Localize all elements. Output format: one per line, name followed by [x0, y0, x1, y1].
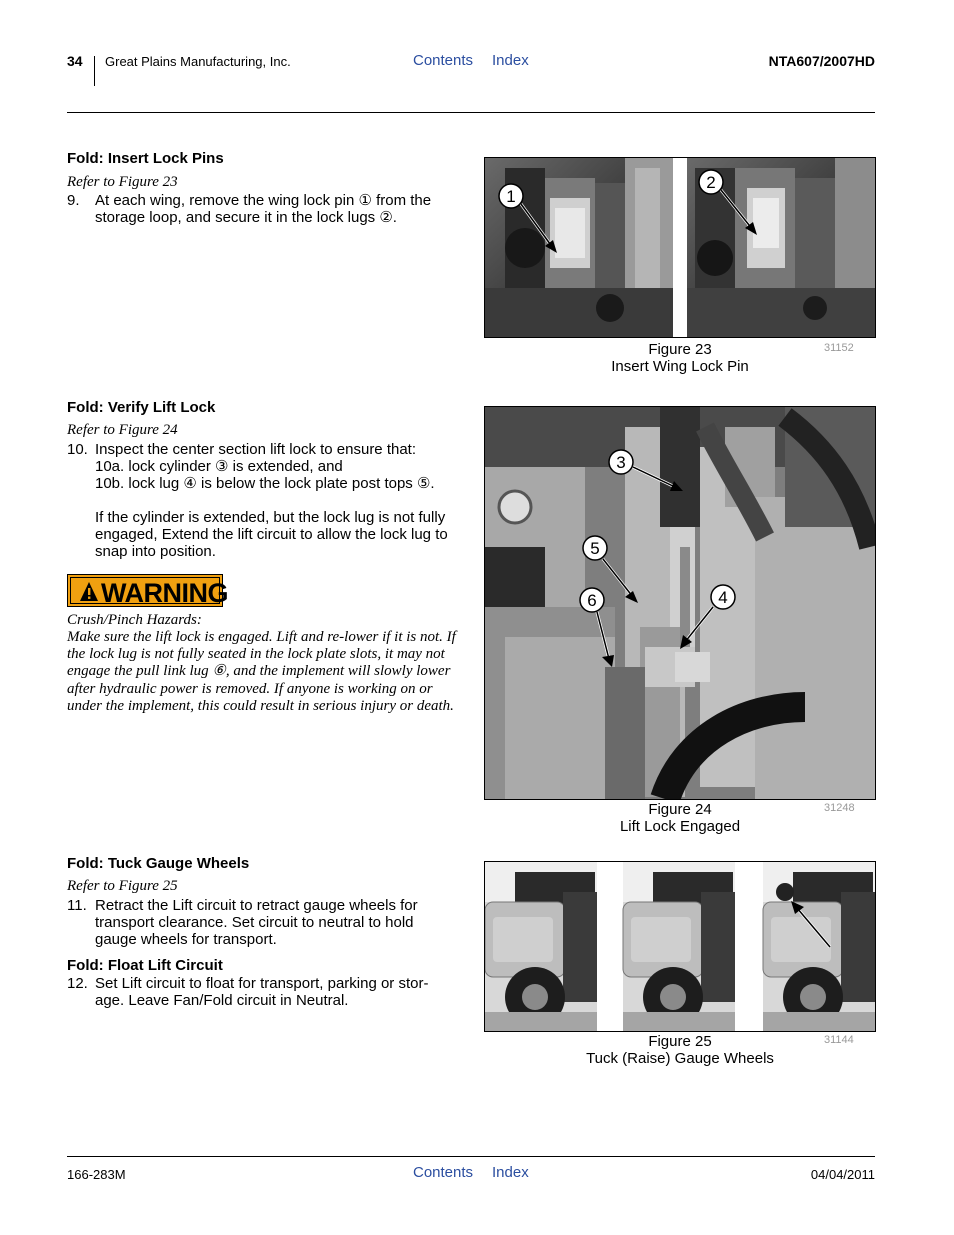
step-number: 9. — [67, 192, 80, 209]
callout-6: 6 — [587, 591, 597, 610]
figure-24-title: Lift Lock Engaged — [619, 818, 741, 835]
callout-4: 4 — [718, 588, 728, 607]
company-name: Great Plains Manufacturing, Inc. — [105, 54, 291, 69]
hazard-text: Make sure the lift lock is engaged. Lift and re-lower if it is not. If the lock lug is not fully seated in the lock plate slots, it may not engage the pull link lug ⑥, and the implement will slowly lower after hydraulic power is removed. If anyone is working on or under the implement, this could result in serious injury or death. — [67, 629, 456, 714]
step-12 — [67, 975, 462, 1015]
figure-25-id: 31144 — [824, 1034, 854, 1046]
figure-23-label: Figure 23 — [648, 341, 712, 358]
figure-24-id: 31248 — [824, 802, 855, 814]
contents-link[interactable]: Contents — [413, 52, 474, 69]
model-number: NTA607/2007HD — [768, 53, 875, 69]
figure-23-illustration — [485, 158, 875, 337]
step-line-2: 10a. lock cylinder ③ is extended, and — [95, 458, 343, 475]
step-text: Set Lift circuit to float for transport, parking or stor-age. Leave Fan/Fold circuit in Neutral. — [95, 975, 429, 1009]
figure-25-illustration — [485, 862, 875, 1031]
figure-24-illustration — [485, 407, 875, 799]
figure-23-caption — [484, 341, 876, 375]
step-text: Retract the Lift circuit to retract gauge wheels for transport clearance. Set circuit to neutral to hold gauge wheels for transport. — [95, 897, 418, 948]
doc-number: 166-283M — [67, 1167, 126, 1182]
callout-1: 1 — [506, 187, 516, 206]
callout-5: 5 — [590, 539, 600, 558]
section-title-insert-lock-pins: Fold: Insert Lock Pins — [67, 150, 224, 167]
step-line-3: 10b. lock lug ④ is below the lock plate post tops ⑤. — [95, 475, 435, 492]
callout-2: 2 — [706, 173, 716, 192]
step-paragraph: If the cylinder is extended, but the lock lug is not fully engaged, Extend the lift circuit to allow the lock lug to snap into position. — [95, 509, 448, 560]
doc-date: 04/04/2011 — [810, 1167, 875, 1182]
section-title-verify-lift-lock: Fold: Verify Lift Lock — [67, 399, 216, 416]
step-9 — [67, 192, 457, 232]
warning-label — [67, 574, 228, 608]
step-number: 12. — [67, 975, 88, 992]
step-text — [95, 441, 462, 560]
callout-3: 3 — [616, 453, 626, 472]
hazard-title: Crush/Pinch Hazards: — [67, 612, 202, 628]
figure-23-photo — [484, 157, 876, 338]
footer-index-link[interactable]: Index — [492, 1164, 529, 1181]
warning-triangle-icon — [79, 581, 99, 603]
figure-25-title: Tuck (Raise) Gauge Wheels — [586, 1050, 774, 1067]
footer-contents-link[interactable]: Contents — [413, 1164, 474, 1181]
step-11 — [67, 897, 462, 952]
figure-25-photo — [484, 861, 876, 1032]
section-title-float-lift-circuit: Fold: Float Lift Circuit — [67, 957, 223, 974]
figure-24-photo — [484, 406, 876, 800]
figure-24-caption — [484, 801, 876, 835]
figure-reference: Refer to Figure 24 — [67, 422, 178, 438]
section-title-tuck-gauge-wheels: Fold: Tuck Gauge Wheels — [67, 855, 250, 872]
figure-24-label: Figure 24 — [648, 801, 712, 818]
page-number: 34 — [67, 53, 83, 69]
step-number: 10. — [67, 441, 88, 458]
gauge-wheel-panel-3 — [763, 862, 875, 1031]
index-link[interactable]: Index — [492, 52, 529, 69]
gauge-wheel-panel-1 — [485, 862, 597, 1031]
figure-25-label: Figure 25 — [648, 1033, 712, 1050]
warning-word: WARNING — [101, 578, 228, 608]
header-rule — [67, 112, 875, 113]
step-text: At each wing, remove the wing lock pin ① from the storage loop, and secure it in the lock lugs ②. — [95, 192, 432, 226]
step-number: 11. — [67, 897, 87, 914]
figure-reference: Refer to Figure 23 — [67, 174, 178, 190]
footer-rule — [67, 1156, 875, 1157]
figure-23-id: 31152 — [824, 342, 854, 354]
step-10 — [67, 441, 462, 571]
gauge-wheel-panel-2 — [623, 862, 735, 1031]
figure-23-title: Insert Wing Lock Pin — [611, 358, 749, 375]
figure-25-caption — [484, 1033, 876, 1067]
step-line-1: Inspect the center section lift lock to ensure that: — [95, 441, 417, 458]
figure-reference: Refer to Figure 25 — [67, 878, 178, 894]
header-divider — [94, 56, 95, 86]
